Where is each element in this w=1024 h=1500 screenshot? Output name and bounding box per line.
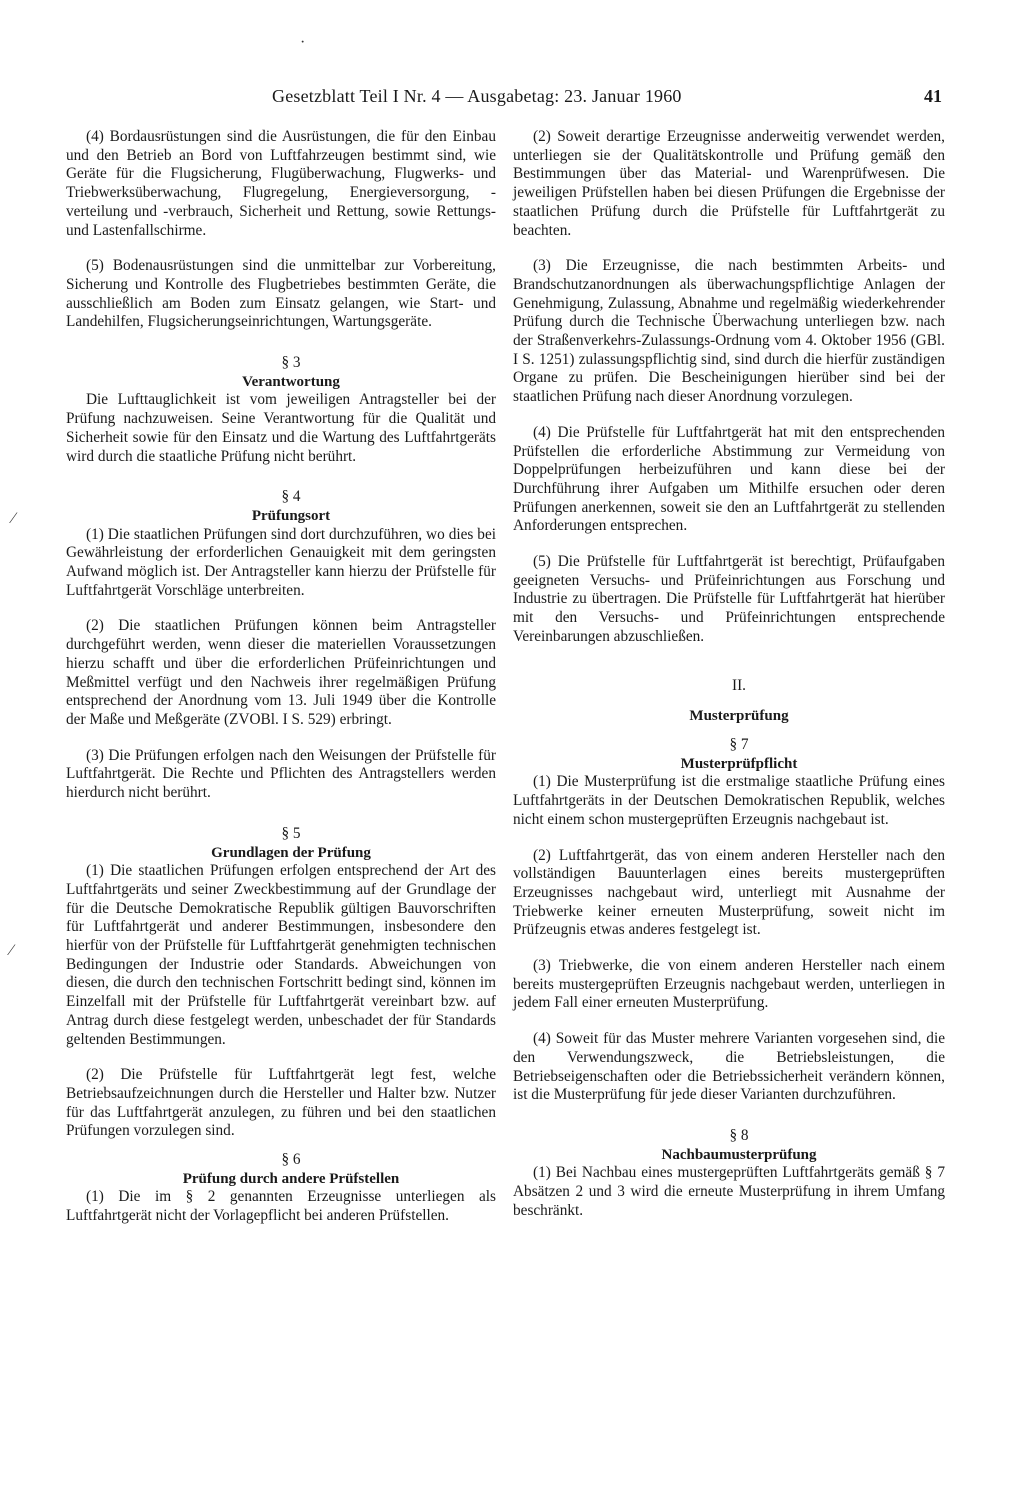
paragraph: (3) Die Erzeugnisse, die nach bestimmten Arbeits- und Brandschutzanordnungen als überwachungspflichtige Anlagen der Genehmigung, Zulassung, Abnahme und regelmäßig wiederkehrender Prüfung durch die Technische Überwachung unterliegen bzw. nach der Straßenverkehrs-Zulassungs-Ordnung vom 4. Oktober 1956 (GBl. I S. 1251) zulassungspflichtig sind, sind durch die hierfür zuständigen Organe zu prüfen. Die Bescheinigungen hierüber sind bei der staatlichen Prüfung nach dieser Anordnung vorzulegen. (513, 257, 945, 406)
section-number: § 5 (281, 824, 301, 842)
section-title: Grundlagen der Prüfung (211, 844, 371, 861)
section-number: § 8 (729, 1126, 749, 1144)
left-column (66, 128, 496, 1226)
section-title: Prüfungsort (251, 507, 331, 524)
paragraph: (2) Luftfahrtgerät, das von einem anderen Hersteller nach den vollständigen Bauunterlagen eines bereits mustergeprüften Erzeugnisses nachgebaut wird, unterliegt mit Ausnahme der Triebwerke keiner erneuten Musterprüfung, soweit nicht im Prüfzeugnis etwas anderes festgelegt ist. (513, 846, 945, 939)
paragraph: (4) Die Prüfstelle für Luftfahrtgerät hat mit den entsprechenden Prüfstellen die erforderliche Abstimmung zur Vermeidung von Doppelprüfungen herbeizuführen und kann diese bei der Durchführung ihrer Aufgaben um Mithilfe ersuchen oder deren Prüfungen anerkennen, soweit sie den an Luftfahrtgerät zu stellenden Anforderungen entsprechen. (513, 423, 945, 535)
section-title: Musterprüfpflicht (680, 755, 798, 772)
paragraph: (5) Bodenausrüstungen sind die unmittelbar zur Vorbereitung, Sicherung und Kontrolle des Flugbetriebes bestimmten Geräte, die ausschließlich am Boden zum Einsatz gelangen, wie Start- und Landehilfen, Flugsicherungseinrichtungen, Wartungsgeräte. (66, 257, 496, 331)
paragraph: (1) Die Musterprüfung ist die erstmalige staatliche Prüfung eines Luftfahrtgeräts in der Deutschen Demokratischen Republik, welches nicht einem schon mustergeprüften Erzeugnis nachgebaut ist. (513, 773, 945, 828)
paragraph: (1) Die im § 2 genannten Erzeugnisse unterliegen als Luftfahrtgerät nicht der Vorlagepflicht bei anderen Prüfstellen. (66, 1188, 496, 1225)
margin-mark: ⁄ (12, 510, 15, 527)
paragraph: (1) Bei Nachbau eines mustergeprüften Luftfahrtgeräts gemäß § 7 Absätzen 2 und 3 wird die erneute Musterprüfung in ihrem Umfang beschränkt. (513, 1164, 945, 1219)
section-number: § 3 (281, 354, 301, 372)
scan-speck: · (300, 34, 306, 51)
page-header (0, 86, 1024, 112)
paragraph: (5) Die Prüfstelle für Luftfahrtgerät ist berechtigt, Prüfaufgaben geeigneten Versuchs- und Prüfeinrichtungen aus Forschung und Industrie zu übertragen. Die Prüfstelle für Luftfahrtgerät hat hierüber mit den Versuchs- und Prüfeinrichtungen entsprechende Vereinbarungen abzuschließen. (513, 553, 945, 645)
paragraph: (4) Soweit für das Muster mehrere Varianten vorgesehen sind, die den Verwendungszweck, die Betriebsleistungen, die Betriebseigenschaften oder die Betriebssicherheit verändern können, ist die Musterprüfung für jede dieser Varianten durchzuführen. (513, 1030, 945, 1104)
paragraph: (1) Die staatlichen Prüfungen erfolgen entsprechend der Art des Luftfahrtgeräts und seiner Zweckbestimmung auf der Grundlage der für die Deutsche Demokratische Republik gültigen Bauvorschriften für Luftfahrtgerät und anderer Bestimmungen, insbesondere den hierfür von der Prüfstelle für Luftfahrtgerät genehmigten technischen Bedingungen der Industrie oder Standards. Abweichungen von diesen, die durch den technischen Fortschritt bedingt sind, können im Einzelfall mit der Prüfstelle für Luftfahrtgerät vereinbart bzw. auf Antrag durch diese festgelegt werden, unbeschadet der für Standards geltenden Bestimmungen. (66, 862, 496, 1048)
section-number: § 7 (729, 735, 749, 753)
paragraph: (2) Soweit derartige Erzeugnisse anderweitig verwendet werden, unterliegen sie der Qualitätskontrolle und Prüfung gemäß den Bestimmungen über das Material- und Warenprüfwesen. Die jeweiligen Prüfstellen haben bei diesen Prüfungen die Ergebnisse der staatlichen Prüfung durch die Prüfstelle für Luftfahrtgerät zu beachten. (513, 128, 945, 239)
paragraph: (2) Die Prüfstelle für Luftfahrtgerät legt fest, welche Betriebsaufzeichnungen durch die Hersteller und Halter bzw. Nutzer für das Luftfahrtgerät anzulegen, zu führen und bei den staatlichen Prüfungen vorzulegen sind. (66, 1066, 496, 1140)
page-number: 41 (924, 86, 942, 106)
section-title: Verantwortung (242, 373, 340, 390)
paragraph: (2) Die staatlichen Prüfungen können beim Antragsteller durchgeführt werden, wenn dieser die materiellen Voraussetzungen hierzu schafft und über die erforderlichen Prüfeinrichtungen und Meßmittel verfügt und den Nachweis ihrer regelmäßigen Prüfung entsprechend der Anordnung vom 13. Juli 1949 über die Kontrolle der Maße und Meßgeräte (ZVOBl. I S. 529) erbringt. (66, 617, 496, 728)
gazette-title: Gesetzblatt Teil I Nr. 4 — Ausgabetag: 23. Januar 1960 (272, 86, 682, 106)
section-number: § 4 (281, 488, 301, 506)
paragraph: (3) Die Prüfungen erfolgen nach den Weisungen der Prüfstelle für Luftfahrtgerät. Die Rechte und Pflichten des Antragstellers werden hierdurch nicht berührt. (66, 746, 496, 802)
paragraph: (1) Die staatlichen Prüfungen sind dort durchzuführen, wo dies bei Gewährleistung der erforderlichen Genauigkeit mit dem geringsten Aufwand möglich ist. Der Antragsteller kann hierzu der Prüfstelle für Luftfahrtgerät Vorschläge unterbreiten. (66, 525, 496, 599)
part-title: Musterprüfung (689, 708, 789, 725)
right-column (513, 128, 945, 1220)
part-number: II. (731, 676, 746, 694)
section-title: Nachbaumusterprüfung (661, 1146, 817, 1163)
margin-mark: ⁄ (10, 942, 13, 959)
paragraph: (4) Bordausrüstungen sind die Ausrüstungen, die für den Einbau und den Betrieb an Bord von Luftfahrzeugen bestimmt sind, wie Geräte für die Flugsicherung, Flugüberwachung, Flugwerks- und Triebwerksüberwachung, Flugregelung, Energieversorgung, -verteilung und -verbrauch, Sicherheit und Rettung, sowie Rettungs- und Lastenfallschirme. (66, 128, 496, 239)
section-title: Prüfung durch andere Prüfstellen (182, 1170, 400, 1187)
section-number: § 6 (281, 1151, 301, 1169)
paragraph: Die Lufttauglichkeit ist vom jeweiligen Antragsteller bei der Prüfung nachzuweisen. Seine Verantwortung für die Qualität und Sicherheit sowie für den Einsatz und die Wartung des Luftfahrtgeräts wird durch die staatliche Prüfung nicht berührt. (66, 391, 496, 465)
paragraph: (3) Triebwerke, die von einem anderen Hersteller nach einem bereits mustergeprüften Erzeugnis nachgebaut werden, unterliegen in jedem Fall einer erneuten Musterprüfung. (513, 957, 945, 1012)
